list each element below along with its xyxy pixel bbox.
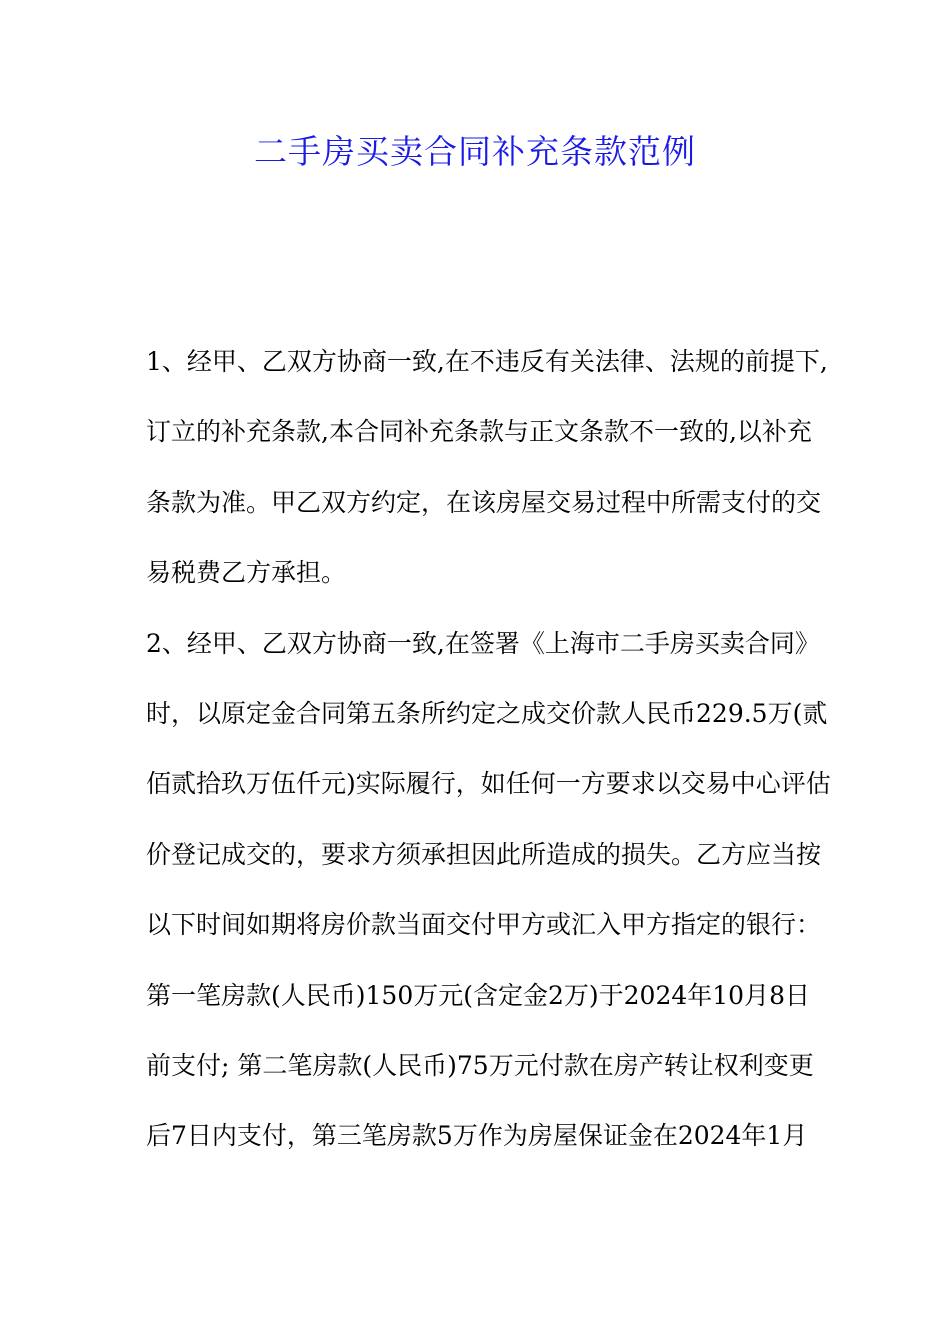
document-body — [146, 340, 831, 1185]
body-line: 以下时间如期将房价款当面交付甲方或汇入甲方指定的银行： — [146, 910, 822, 940]
body-line: 后7日内支付，第三笔房款5万作为房屋保证金在2024年1月 — [146, 1121, 808, 1151]
body-line: 第一笔房款(人民币)150万元(含定金2万)于2024年10月8日 — [146, 980, 810, 1010]
body-line: 价登记成交的，要求方须承担因此所造成的损失。乙方应当按 — [146, 839, 822, 869]
body-line: 前支付; 第二笔房款(人民币)75万元付款在房产转让权利变更 — [146, 1050, 814, 1080]
body-line: 佰贰拾玖万伍仟元)实际履行，如任何一方要求以交易中心评估 — [146, 769, 831, 799]
body-line: 订立的补充条款,本合同补充条款与正文条款不一致的,以补充 — [146, 417, 812, 447]
body-line: 1、经甲、乙双方协商一致,在不违反有关法律、法规的前提下, — [146, 347, 828, 376]
body-line: 时，以原定金合同第五条所约定之成交价款人民币229.5万(贰 — [146, 698, 828, 728]
body-line: 2、经甲、乙双方协商一致,在签署《上海市二手房买卖合同》 — [146, 628, 820, 658]
document-title: 二手房买卖合同补充条款范例 — [254, 132, 696, 171]
body-line: 条款为准。甲乙双方约定，在该房屋交易过程中所需支付的交 — [146, 487, 822, 517]
body-line: 易税费乙方承担。 — [146, 558, 347, 588]
